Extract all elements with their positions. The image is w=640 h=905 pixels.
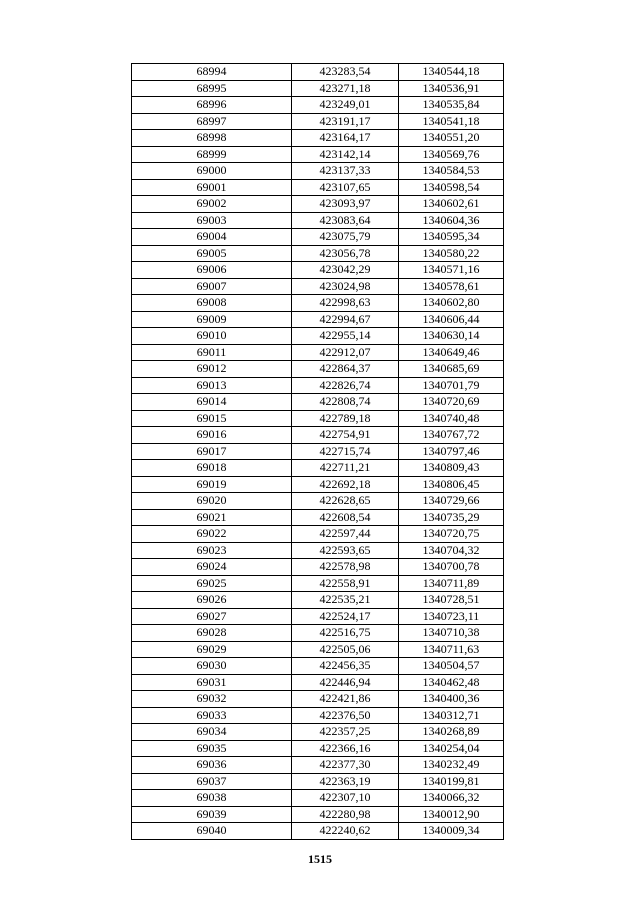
table-row <box>132 641 504 658</box>
y-coordinate-cell: 1340704,32 <box>399 542 504 559</box>
x-coordinate-cell: 423042,29 <box>292 262 399 279</box>
x-coordinate-cell: 423107,65 <box>292 179 399 196</box>
table-row <box>132 806 504 823</box>
x-coordinate-cell: 422240,62 <box>292 823 399 840</box>
x-coordinate-cell: 422994,67 <box>292 311 399 328</box>
point-number-cell: 69032 <box>132 691 292 708</box>
point-number-cell: 69021 <box>132 509 292 526</box>
x-coordinate-cell: 423271,18 <box>292 80 399 97</box>
point-number-cell: 69001 <box>132 179 292 196</box>
table-row <box>132 97 504 114</box>
point-number-cell: 69029 <box>132 641 292 658</box>
y-coordinate-cell: 1340400,36 <box>399 691 504 708</box>
x-coordinate-cell: 422593,65 <box>292 542 399 559</box>
y-coordinate-cell: 1340012,90 <box>399 806 504 823</box>
point-number-cell: 69010 <box>132 328 292 345</box>
point-number-cell: 69038 <box>132 790 292 807</box>
table-row <box>132 740 504 757</box>
point-number-cell: 68995 <box>132 80 292 97</box>
table-row <box>132 146 504 163</box>
point-number-cell: 69005 <box>132 245 292 262</box>
point-number-cell: 69002 <box>132 196 292 213</box>
x-coordinate-cell: 422789,18 <box>292 410 399 427</box>
y-coordinate-cell: 1340312,71 <box>399 707 504 724</box>
table-row <box>132 443 504 460</box>
y-coordinate-cell: 1340536,91 <box>399 80 504 97</box>
y-coordinate-cell: 1340720,75 <box>399 526 504 543</box>
table-row <box>132 608 504 625</box>
table-row <box>132 542 504 559</box>
coordinates-table <box>131 63 504 840</box>
point-number-cell: 69031 <box>132 674 292 691</box>
point-number-cell: 68999 <box>132 146 292 163</box>
y-coordinate-cell: 1340701,79 <box>399 377 504 394</box>
point-number-cell: 68994 <box>132 64 292 81</box>
x-coordinate-cell: 422715,74 <box>292 443 399 460</box>
x-coordinate-cell: 422597,44 <box>292 526 399 543</box>
y-coordinate-cell: 1340199,81 <box>399 773 504 790</box>
table-row <box>132 658 504 675</box>
y-coordinate-cell: 1340723,11 <box>399 608 504 625</box>
y-coordinate-cell: 1340462,48 <box>399 674 504 691</box>
table-row <box>132 295 504 312</box>
x-coordinate-cell: 422524,17 <box>292 608 399 625</box>
x-coordinate-cell: 422628,65 <box>292 493 399 510</box>
y-coordinate-cell: 1340728,51 <box>399 592 504 609</box>
y-coordinate-cell: 1340806,45 <box>399 476 504 493</box>
x-coordinate-cell: 423137,33 <box>292 163 399 180</box>
point-number-cell: 69004 <box>132 229 292 246</box>
y-coordinate-cell: 1340602,61 <box>399 196 504 213</box>
point-number-cell: 69014 <box>132 394 292 411</box>
point-number-cell: 69019 <box>132 476 292 493</box>
y-coordinate-cell: 1340711,63 <box>399 641 504 658</box>
page-number: 1515 <box>308 852 332 866</box>
point-number-cell: 69036 <box>132 757 292 774</box>
point-number-cell: 69006 <box>132 262 292 279</box>
y-coordinate-cell: 1340630,14 <box>399 328 504 345</box>
point-number-cell: 69022 <box>132 526 292 543</box>
y-coordinate-cell: 1340729,66 <box>399 493 504 510</box>
y-coordinate-cell: 1340504,57 <box>399 658 504 675</box>
y-coordinate-cell: 1340700,78 <box>399 559 504 576</box>
y-coordinate-cell: 1340809,43 <box>399 460 504 477</box>
point-number-cell: 69033 <box>132 707 292 724</box>
point-number-cell: 68998 <box>132 130 292 147</box>
point-number-cell: 69040 <box>132 823 292 840</box>
point-number-cell: 69011 <box>132 344 292 361</box>
x-coordinate-cell: 422446,94 <box>292 674 399 691</box>
table-row <box>132 575 504 592</box>
table-row <box>132 262 504 279</box>
table-row <box>132 460 504 477</box>
y-coordinate-cell: 1340535,84 <box>399 97 504 114</box>
point-number-cell: 69016 <box>132 427 292 444</box>
x-coordinate-cell: 422376,50 <box>292 707 399 724</box>
table-row <box>132 773 504 790</box>
table-row <box>132 130 504 147</box>
y-coordinate-cell: 1340544,18 <box>399 64 504 81</box>
y-coordinate-cell: 1340606,44 <box>399 311 504 328</box>
point-number-cell: 69028 <box>132 625 292 642</box>
table-row <box>132 707 504 724</box>
point-number-cell: 69008 <box>132 295 292 312</box>
y-coordinate-cell: 1340685,69 <box>399 361 504 378</box>
point-number-cell: 69012 <box>132 361 292 378</box>
x-coordinate-cell: 422864,37 <box>292 361 399 378</box>
x-coordinate-cell: 423283,54 <box>292 64 399 81</box>
table-row <box>132 113 504 130</box>
x-coordinate-cell: 423024,98 <box>292 278 399 295</box>
y-coordinate-cell: 1340541,18 <box>399 113 504 130</box>
y-coordinate-cell: 1340254,04 <box>399 740 504 757</box>
point-number-cell: 68997 <box>132 113 292 130</box>
table-row <box>132 823 504 840</box>
x-coordinate-cell: 422955,14 <box>292 328 399 345</box>
table-row <box>132 427 504 444</box>
x-coordinate-cell: 422998,63 <box>292 295 399 312</box>
table-row <box>132 476 504 493</box>
x-coordinate-cell: 422363,19 <box>292 773 399 790</box>
x-coordinate-cell: 422377,30 <box>292 757 399 774</box>
table-row <box>132 328 504 345</box>
table-row <box>132 790 504 807</box>
table-row <box>132 625 504 642</box>
y-coordinate-cell: 1340710,38 <box>399 625 504 642</box>
x-coordinate-cell: 422357,25 <box>292 724 399 741</box>
table-row <box>132 410 504 427</box>
table-row <box>132 394 504 411</box>
y-coordinate-cell: 1340009,34 <box>399 823 504 840</box>
y-coordinate-cell: 1340580,22 <box>399 245 504 262</box>
table-row <box>132 592 504 609</box>
y-coordinate-cell: 1340268,89 <box>399 724 504 741</box>
y-coordinate-cell: 1340735,29 <box>399 509 504 526</box>
y-coordinate-cell: 1340720,69 <box>399 394 504 411</box>
y-coordinate-cell: 1340598,54 <box>399 179 504 196</box>
table-row <box>132 691 504 708</box>
table-row <box>132 674 504 691</box>
point-number-cell: 69009 <box>132 311 292 328</box>
table-row <box>132 724 504 741</box>
point-number-cell: 69039 <box>132 806 292 823</box>
x-coordinate-cell: 422456,35 <box>292 658 399 675</box>
table-row <box>132 64 504 81</box>
point-number-cell: 69015 <box>132 410 292 427</box>
point-number-cell: 69024 <box>132 559 292 576</box>
x-coordinate-cell: 422558,91 <box>292 575 399 592</box>
x-coordinate-cell: 422711,21 <box>292 460 399 477</box>
y-coordinate-cell: 1340740,48 <box>399 410 504 427</box>
table-row <box>132 245 504 262</box>
y-coordinate-cell: 1340649,46 <box>399 344 504 361</box>
table-row <box>132 311 504 328</box>
point-number-cell: 69037 <box>132 773 292 790</box>
coordinates-table-body <box>132 64 504 840</box>
point-number-cell: 68996 <box>132 97 292 114</box>
point-number-cell: 69007 <box>132 278 292 295</box>
x-coordinate-cell: 422366,16 <box>292 740 399 757</box>
x-coordinate-cell: 422608,54 <box>292 509 399 526</box>
x-coordinate-cell: 422578,98 <box>292 559 399 576</box>
x-coordinate-cell: 423249,01 <box>292 97 399 114</box>
point-number-cell: 69023 <box>132 542 292 559</box>
x-coordinate-cell: 422535,21 <box>292 592 399 609</box>
x-coordinate-cell: 423191,17 <box>292 113 399 130</box>
x-coordinate-cell: 423083,64 <box>292 212 399 229</box>
y-coordinate-cell: 1340604,36 <box>399 212 504 229</box>
x-coordinate-cell: 422692,18 <box>292 476 399 493</box>
table-row <box>132 212 504 229</box>
x-coordinate-cell: 423075,79 <box>292 229 399 246</box>
x-coordinate-cell: 422280,98 <box>292 806 399 823</box>
x-coordinate-cell: 422307,10 <box>292 790 399 807</box>
point-number-cell: 69026 <box>132 592 292 609</box>
table-row <box>132 493 504 510</box>
y-coordinate-cell: 1340571,16 <box>399 262 504 279</box>
point-number-cell: 69025 <box>132 575 292 592</box>
point-number-cell: 69013 <box>132 377 292 394</box>
point-number-cell: 69034 <box>132 724 292 741</box>
x-coordinate-cell: 423142,14 <box>292 146 399 163</box>
x-coordinate-cell: 423093,97 <box>292 196 399 213</box>
x-coordinate-cell: 422912,07 <box>292 344 399 361</box>
y-coordinate-cell: 1340578,61 <box>399 278 504 295</box>
table-row <box>132 559 504 576</box>
y-coordinate-cell: 1340711,89 <box>399 575 504 592</box>
y-coordinate-cell: 1340602,80 <box>399 295 504 312</box>
y-coordinate-cell: 1340767,72 <box>399 427 504 444</box>
x-coordinate-cell: 422516,75 <box>292 625 399 642</box>
table-row <box>132 377 504 394</box>
table-row <box>132 344 504 361</box>
table-row <box>132 278 504 295</box>
x-coordinate-cell: 422421,86 <box>292 691 399 708</box>
table-row <box>132 196 504 213</box>
y-coordinate-cell: 1340569,76 <box>399 146 504 163</box>
x-coordinate-cell: 422754,91 <box>292 427 399 444</box>
x-coordinate-cell: 422826,74 <box>292 377 399 394</box>
y-coordinate-cell: 1340595,34 <box>399 229 504 246</box>
point-number-cell: 69017 <box>132 443 292 460</box>
point-number-cell: 69018 <box>132 460 292 477</box>
point-number-cell: 69030 <box>132 658 292 675</box>
y-coordinate-cell: 1340584,53 <box>399 163 504 180</box>
table-row <box>132 361 504 378</box>
y-coordinate-cell: 1340232,49 <box>399 757 504 774</box>
point-number-cell: 69035 <box>132 740 292 757</box>
y-coordinate-cell: 1340797,46 <box>399 443 504 460</box>
y-coordinate-cell: 1340066,32 <box>399 790 504 807</box>
y-coordinate-cell: 1340551,20 <box>399 130 504 147</box>
point-number-cell: 69003 <box>132 212 292 229</box>
x-coordinate-cell: 422505,06 <box>292 641 399 658</box>
point-number-cell: 69000 <box>132 163 292 180</box>
table-row <box>132 80 504 97</box>
point-number-cell: 69020 <box>132 493 292 510</box>
x-coordinate-cell: 423056,78 <box>292 245 399 262</box>
table-row <box>132 179 504 196</box>
table-row <box>132 757 504 774</box>
table-row <box>132 229 504 246</box>
table-row <box>132 163 504 180</box>
point-number-cell: 69027 <box>132 608 292 625</box>
x-coordinate-cell: 423164,17 <box>292 130 399 147</box>
x-coordinate-cell: 422808,74 <box>292 394 399 411</box>
table-row <box>132 509 504 526</box>
table-row <box>132 526 504 543</box>
